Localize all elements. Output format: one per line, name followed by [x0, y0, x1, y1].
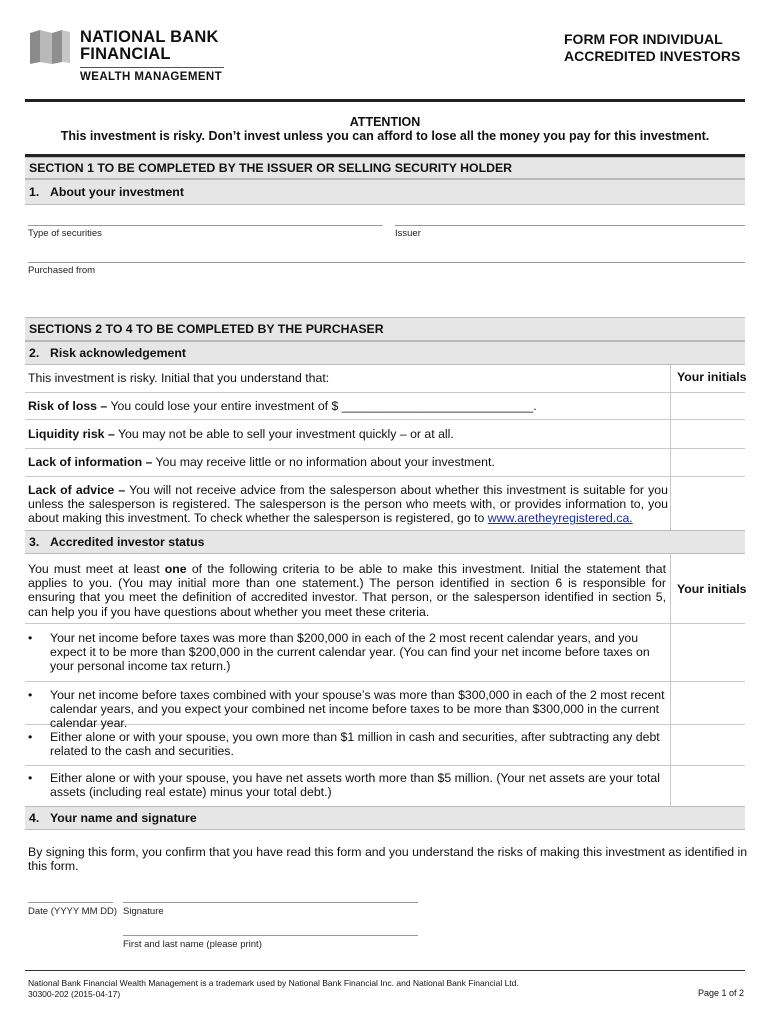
issuer-field[interactable] [395, 225, 745, 226]
type-of-securities-field[interactable] [28, 225, 383, 226]
section3-intro [28, 562, 666, 619]
lack-of-advice-label: Lack of advice – [28, 483, 126, 497]
section1-subheading [25, 179, 745, 205]
section2-heading [25, 341, 745, 365]
section3-initials-header: Your initials [677, 582, 747, 596]
liquidity-risk-label: Liquidity risk – [28, 427, 115, 441]
section3-num: 3. [29, 535, 40, 549]
logo-text-line3: WEALTH MANAGEMENT [80, 71, 223, 83]
risk-of-loss-label: Risk of loss – [28, 399, 108, 413]
criterion-1-initials-box[interactable] [671, 624, 745, 681]
section1-sub-title: About your investment [50, 185, 184, 199]
name-label: First and last name (please print) [123, 939, 262, 950]
name-field[interactable] [123, 935, 418, 936]
section3-heading [25, 530, 745, 554]
form-title-line2: ACCREDITED INVESTORS [564, 48, 741, 64]
criterion-row [28, 730, 668, 758]
criterion-row [28, 771, 668, 799]
section1-sub-num: 1. [29, 185, 40, 199]
row-divider [25, 765, 745, 766]
liquidity-risk-text: You may not be able to sell your investment quickly – or at all. [114, 427, 454, 441]
section1-heading [25, 157, 745, 179]
sections2to4-heading [25, 317, 745, 341]
bullet-icon: • [28, 730, 33, 744]
lack-of-advice-text: You will not receive advice from the salesperson about whether this investment is suitable for you unless the salesperson is registered. The salesperson is the person who meets with, or provides information to, you about making this investment. To check whether the salesperson is registered, go to [28, 483, 668, 526]
row-divider [25, 476, 745, 477]
row-divider [25, 392, 745, 393]
section3-intro-b: of the following criteria to be able to make this investment. Initial the statement that applies to you. (You may initial more than one statement.) The person identified in section 6 is responsible for ensuring that you meet the definition of accredited investor. That person, or the salesperson identified in section 5, can help you if you have questions about whether you meet these criteria. [28, 562, 666, 619]
criterion-3-initials-box[interactable] [671, 725, 745, 765]
logo-text-line1: NATIONAL BANK [80, 28, 219, 46]
criterion-text: Either alone or with your spouse, you own more than $1 million in cash and securities, after subtracting any debt related to the cash and securities. [50, 730, 660, 759]
footer-form-code: 30300-202 (2015-04-17) [28, 989, 121, 999]
lack-of-advice-initials-box[interactable] [671, 477, 745, 530]
criterion-row [28, 688, 668, 731]
logo-text-line2: FINANCIAL [80, 45, 171, 63]
date-label: Date (YYYY MM DD) [28, 906, 118, 917]
lack-of-information-row [28, 455, 666, 469]
section4-num: 4. [29, 811, 40, 825]
lack-of-information-text: You may receive little or no information about your investment. [152, 455, 495, 469]
row-divider [25, 623, 745, 624]
section3-intro-bold: one [164, 562, 187, 576]
row-divider [25, 419, 745, 420]
liquidity-risk-initials-box[interactable] [671, 420, 745, 448]
lack-of-information-initials-box[interactable] [671, 449, 745, 476]
row-divider [25, 681, 745, 682]
section2-num: 2. [29, 346, 40, 360]
logo-divider [80, 67, 224, 68]
criterion-4-initials-box[interactable] [671, 766, 745, 806]
criterion-2-initials-box[interactable] [671, 682, 745, 724]
section2-initials-header: Your initials [677, 370, 747, 384]
purchased-from-field[interactable] [28, 262, 745, 263]
type-of-securities-label: Type of securities [28, 228, 102, 239]
bullet-icon: • [28, 771, 33, 785]
section1-heading-text: SECTION 1 TO BE COMPLETED BY THE ISSUER OR SELLING SECURITY HOLDER [29, 161, 513, 175]
risk-of-loss-text: You could lose your entire investment of $ ____________________________. [107, 399, 537, 413]
criterion-row [28, 631, 668, 674]
section3-title: Accredited investor status [50, 535, 205, 549]
issuer-label: Issuer [395, 228, 421, 239]
attention-text: This investment is risky. Don’t invest unless you can afford to lose all the money you pay for this investment. [60, 129, 710, 143]
row-divider [25, 448, 745, 449]
form-title [564, 31, 740, 65]
criterion-text: Your net income before taxes was more than $200,000 in each of the 2 most recent calendar years, and you expect it to be more than $200,000 in the current calendar year. (You can find your net income before taxes on your personal income tax return.) [50, 631, 650, 674]
lack-of-information-label: Lack of information – [28, 455, 153, 469]
liquidity-risk-row [28, 427, 666, 441]
criterion-text: Either alone or with your spouse, you have net assets worth more than $5 million. (Your net assets are your total assets (including real estate) minus your total debt.) [50, 771, 660, 800]
lack-of-advice-row [28, 483, 668, 526]
section4-confirmation-text: By signing this form, you confirm that you have read this form and you understand the risks of making this investment as identified in this form. [28, 845, 748, 874]
signature-label: Signature [123, 906, 164, 917]
date-field[interactable] [28, 902, 113, 903]
page-number: Page 1 of 2 [697, 988, 744, 998]
form-title-line1: FORM FOR INDIVIDUAL [564, 31, 723, 47]
risk-of-loss-row [28, 399, 666, 413]
section4-title: Your name and signature [50, 811, 197, 825]
national-bank-logo-icon [28, 29, 72, 65]
section2-intro: This investment is risky. Initial that you understand that: [28, 371, 330, 385]
aretheyregistered-link[interactable]: www.aretheyregistered.ca. [487, 511, 633, 526]
criterion-text: Your net income before taxes combined with your spouse’s was more than $300,000 in each of the 2 most recent calendar years, and you expect your combined net income before taxes to be more than $300,000 in the current calendar year. [50, 688, 665, 731]
signature-field[interactable] [123, 902, 418, 903]
bullet-icon: • [28, 631, 33, 645]
section4-heading [25, 806, 745, 830]
risk-of-loss-initials-box[interactable] [671, 393, 745, 419]
footer-trademark: National Bank Financial Wealth Management is a trademark used by National Bank Financial Inc. and National Bank Financial Ltd. [28, 978, 519, 988]
bullet-icon: • [28, 688, 33, 702]
footer-divider [25, 970, 745, 971]
sections2to4-heading-text: SECTIONS 2 TO 4 TO BE COMPLETED BY THE PURCHASER [29, 322, 384, 336]
section2-title: Risk acknowledgement [50, 346, 186, 360]
attention-title: ATTENTION [349, 115, 421, 129]
purchased-from-label: Purchased from [28, 265, 96, 276]
section3-intro-a: You must meet at least [28, 562, 165, 576]
header-divider [25, 99, 745, 102]
